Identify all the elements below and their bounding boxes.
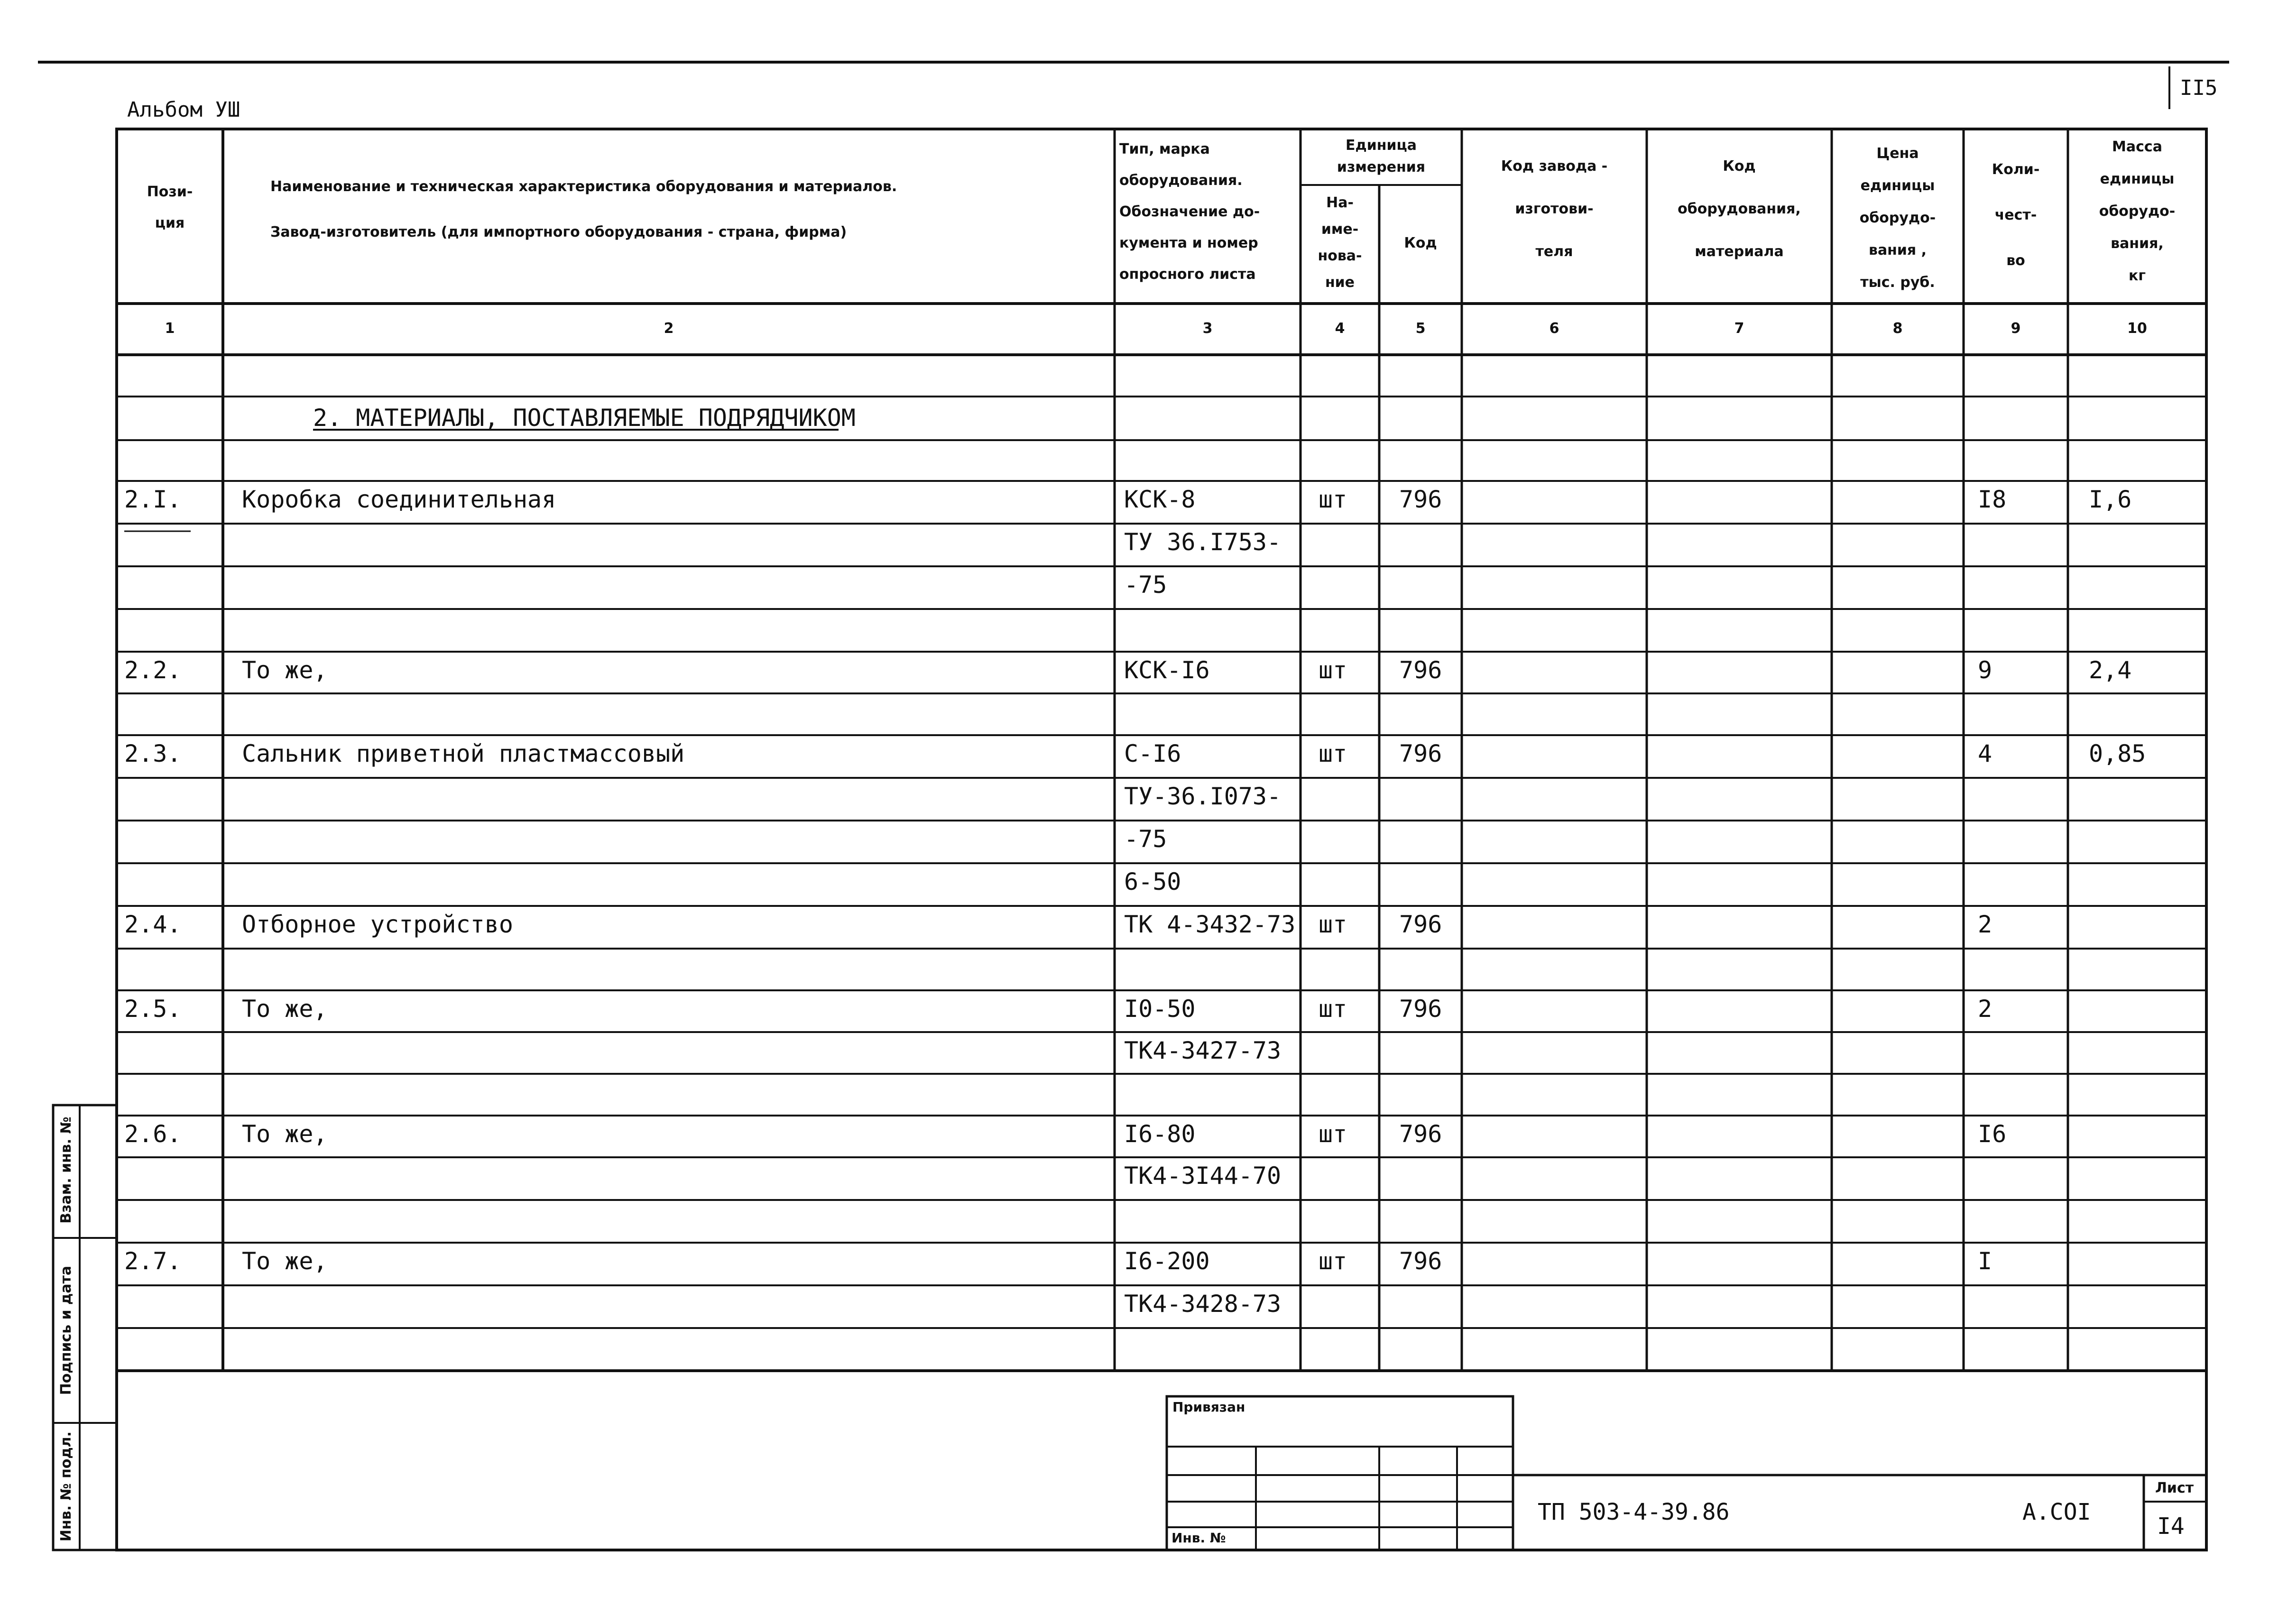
section-title: 2. МАТЕРИАЛЫ, ПОСТАВЛЯЕМЫЕ ПОДРЯДЧИКОМ xyxy=(313,404,856,432)
unit-cell: шт xyxy=(1319,911,1347,938)
col-number: 6 xyxy=(1549,320,1559,337)
sheet-code: А.СОI xyxy=(2022,1499,2091,1525)
col-unit-name-header: На- име- нова- ние xyxy=(1318,194,1362,291)
col-number: 8 xyxy=(1892,320,1903,337)
document-code: ТП 503-4-39.86 xyxy=(1538,1499,1730,1525)
col-number: 2 xyxy=(664,320,674,337)
mark-cell: 6-50 xyxy=(1124,868,1181,895)
name-cell: То же, xyxy=(242,995,328,1023)
mark-cell: ТК4-3427-73 xyxy=(1124,1037,1282,1064)
mark-cell: С-I6 xyxy=(1124,740,1181,767)
quantity-cell: I8 xyxy=(1978,486,2007,513)
unit-code-cell: 796 xyxy=(1399,995,1442,1023)
unit-code-cell: 796 xyxy=(1399,911,1442,938)
quantity-cell: 4 xyxy=(1978,740,1992,767)
unit-cell: шт xyxy=(1319,1247,1347,1275)
side-label: Инв. № подл. xyxy=(58,1431,74,1542)
name-cell: Сальник приветной пластмассовый xyxy=(242,740,685,767)
side-label: Взам. инв. № xyxy=(58,1116,74,1224)
unit-code-cell: 796 xyxy=(1399,486,1442,513)
page-corner-number: II5 xyxy=(2180,76,2218,100)
mark-cell: ТК4-3I44-70 xyxy=(1124,1162,1282,1190)
col-mark-header: Тип, марка оборудования. Обозначение до- кумента и номер опросного листа xyxy=(1119,141,1260,283)
col-factory-code-header: Код завода - изготови- теля xyxy=(1501,158,1608,260)
mass-cell: I,6 xyxy=(2089,486,2132,513)
name-cell: То же, xyxy=(242,1120,328,1148)
quantity-cell: 9 xyxy=(1978,656,1992,684)
stamp-privyazan: Привязан xyxy=(1172,1399,1245,1415)
col-number: 7 xyxy=(1734,320,1744,337)
quantity-cell: I xyxy=(1978,1247,1992,1275)
unit-code-cell: 796 xyxy=(1399,1247,1442,1275)
position-cell: 2.7. xyxy=(124,1247,182,1275)
unit-cell: шт xyxy=(1319,740,1347,767)
col-number: 10 xyxy=(2127,320,2147,337)
unit-group-header: Единица измерения xyxy=(1337,137,1426,175)
position-cell: 2.3. xyxy=(124,740,182,767)
col-number: 9 xyxy=(2011,320,2021,337)
mark-cell: ТУ 36.I753- xyxy=(1124,528,1282,556)
mark-cell: I6-200 xyxy=(1124,1247,1210,1275)
mark-cell: I0-50 xyxy=(1124,995,1196,1023)
mark-cell: КСК-I6 xyxy=(1124,656,1210,684)
position-cell: 2.4. xyxy=(124,911,182,938)
position-cell: 2.5. xyxy=(124,995,182,1023)
position-cell: 2.2. xyxy=(124,656,182,684)
unit-code-cell: 796 xyxy=(1399,1120,1442,1148)
mass-cell: 0,85 xyxy=(2089,740,2146,767)
col-number: 1 xyxy=(165,320,175,337)
position-cell: 2.I. xyxy=(124,486,182,513)
mark-cell: ТК 4-3432-73 xyxy=(1124,911,1296,938)
col-number: 3 xyxy=(1202,320,1213,337)
quantity-cell: 2 xyxy=(1978,995,1992,1023)
name-cell: Коробка соединительная xyxy=(242,486,556,513)
mark-cell: I6-80 xyxy=(1124,1120,1196,1148)
col-quantity-header: Коли- чест- во xyxy=(1992,161,2040,269)
unit-cell: шт xyxy=(1319,656,1347,684)
mark-cell: ТУ-36.I073- xyxy=(1124,783,1282,810)
unit-code-cell: 796 xyxy=(1399,656,1442,684)
mark-cell: ТК4-3428-73 xyxy=(1124,1290,1282,1318)
col-price-header: Цена единицы оборудо- вания , тыс. руб. xyxy=(1859,145,1936,291)
col-position-header: Пози- ция xyxy=(147,184,193,231)
position-cell: 2.6. xyxy=(124,1120,182,1148)
mark-cell: -75 xyxy=(1124,571,1167,599)
side-label: Подпись и дата xyxy=(58,1265,74,1395)
quantity-cell: 2 xyxy=(1978,911,1992,938)
name-cell: То же, xyxy=(242,1247,328,1275)
unit-cell: шт xyxy=(1319,1120,1347,1148)
col-number: 4 xyxy=(1335,320,1345,337)
col-number: 5 xyxy=(1415,320,1426,337)
mark-cell: КСК-8 xyxy=(1124,486,1196,513)
mark-cell: -75 xyxy=(1124,825,1167,853)
list-label: Лист xyxy=(2155,1480,2194,1496)
name-cell: То же, xyxy=(242,656,328,684)
col-mass-header: Масса единицы оборудо- вания, кг xyxy=(2099,138,2176,284)
stamp-inv-no: Инв. № xyxy=(1171,1530,1226,1546)
list-number: I4 xyxy=(2157,1513,2185,1540)
album-label: Альбом УШ xyxy=(127,98,240,122)
unit-code-cell: 796 xyxy=(1399,740,1442,767)
name-cell: Отборное устройство xyxy=(242,911,513,938)
col-equipment-code-header: Код оборудования, материала xyxy=(1678,158,1801,260)
col-unit-code-header: Код xyxy=(1404,235,1437,251)
unit-cell: шт xyxy=(1319,486,1347,513)
quantity-cell: I6 xyxy=(1978,1120,2007,1148)
col-name-header: Наименование и техническая характеристика оборудования и материалов. Завод-изготовитель (для импортного оборудования - страна, фирма) xyxy=(270,178,897,240)
unit-cell: шт xyxy=(1319,995,1347,1023)
mass-cell: 2,4 xyxy=(2089,656,2132,684)
